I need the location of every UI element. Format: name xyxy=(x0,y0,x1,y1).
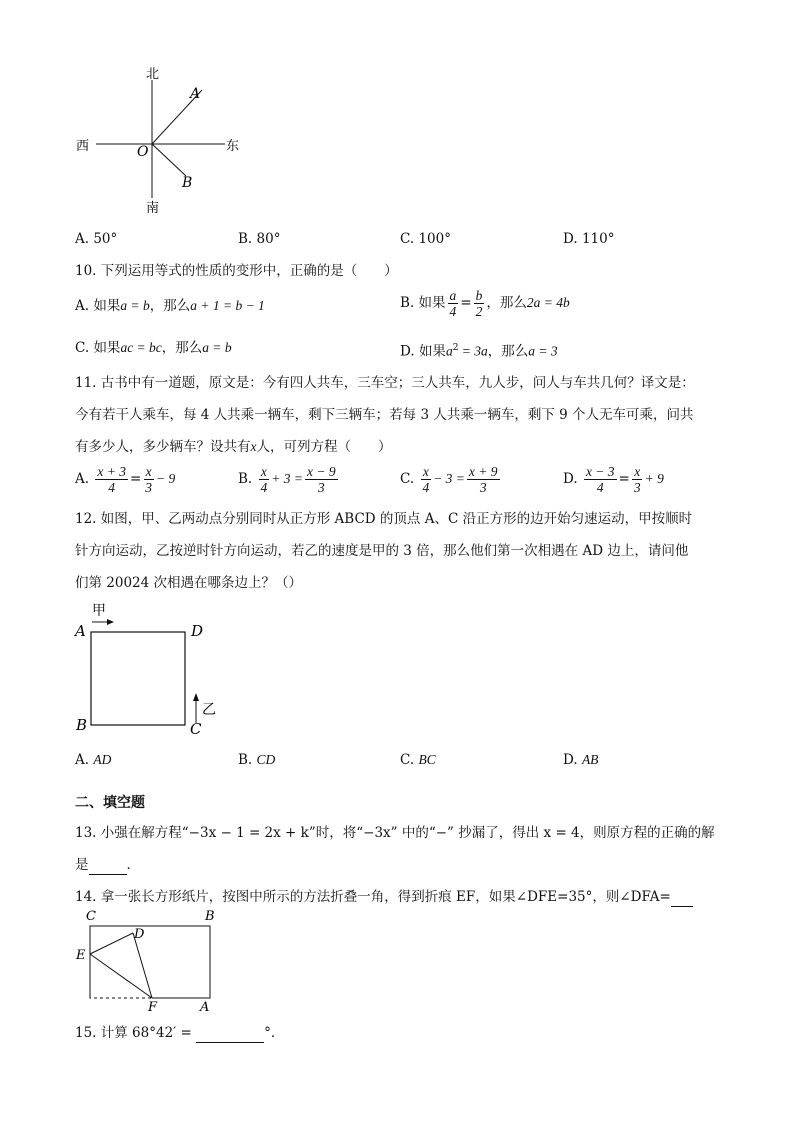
q15-line: 15. 计算 68°42′ = °． xyxy=(75,1025,285,1041)
label-a: A xyxy=(75,622,86,640)
q10-option-b[interactable]: B. 如果 $\frac{a}{4}$ = $\frac{b}{2}$ ，那么2a = 4b xyxy=(400,288,570,319)
label-b: B xyxy=(205,909,215,924)
q12-option-c[interactable]: C. BC xyxy=(400,752,436,768)
square-figure xyxy=(70,598,230,743)
section-heading: 二、填空题 xyxy=(75,795,145,811)
q11-line1: 11. 古书中有一道题，原文是：今有四人共车，三车空；三人共车，九人步，问人与车共几何？译文是： xyxy=(75,375,695,391)
q11-option-c[interactable]: C. $\frac{x}{4}$ − 3 = $\frac{x + 9}{3}$ xyxy=(400,464,498,495)
label-jia: 甲 xyxy=(92,603,106,619)
jia-arrowhead xyxy=(107,619,114,625)
q13-line2: 是 ． xyxy=(75,857,140,873)
q12-option-a[interactable]: A. AD xyxy=(75,752,112,768)
q14-answer-blank[interactable] xyxy=(671,888,693,907)
label-north: 北 xyxy=(146,67,160,82)
q13-answer-blank[interactable] xyxy=(89,856,127,875)
q11-option-a[interactable]: A. $\frac{x + 3}{4}$ = $\frac{x}{3}$ − 9 xyxy=(75,464,176,495)
q12-line1: 12. 如图，甲、乙两动点分别同时从正方形 ABCD 的顶点 A、C 沿正方形的边开始匀速运动，甲按顺时 xyxy=(75,511,693,527)
q12-line2: 针方向运动，乙按逆时针方向运动，若乙的速度是甲的 3 倍，那么他们第一次相遇在 AD 边上，请问他 xyxy=(75,543,689,559)
q9-option-b[interactable]: B. 80° xyxy=(238,231,281,247)
q11-line3: 有多少人，多少辆车？设共有x人，可列方程（ ） xyxy=(75,439,392,455)
q12-line3: 们第 20024 次相遇在哪条边上？（） xyxy=(75,575,303,591)
q11-line2: 今有若干人乘车，每 4 人共乘一辆车，剩下三辆车；若每 3 人共乘一辆车，剩下 9 个人无车可乘，问共 xyxy=(75,407,694,423)
line-df xyxy=(133,933,152,998)
crease-ef xyxy=(90,954,152,998)
label-east: 东 xyxy=(226,139,240,154)
q12-option-b[interactable]: B. CD xyxy=(238,752,276,768)
q9-option-d[interactable]: D. 110° xyxy=(563,231,615,247)
label-c: C xyxy=(86,909,96,924)
q11-option-b[interactable]: B. $\frac{x}{4}$ + 3 = $\frac{x - 9}{3}$ xyxy=(238,464,336,495)
label-e: E xyxy=(76,948,86,963)
label-d: D xyxy=(134,927,145,942)
label-b: B xyxy=(182,175,193,191)
label-o: O xyxy=(137,144,149,160)
q13-line1: 13. 小强在解方程“−3x − 1 = 2x + k”时，将“−3x” 中的“−” 抄漏了，得出 x = 4，则原方程的正确的解 xyxy=(75,825,715,841)
q11-option-d[interactable]: D. $\frac{x - 3}{4}$ = $\frac{x}{3}$ + 9 xyxy=(563,464,664,495)
q10-option-c[interactable]: C. 如果ac = bc，那么a = b xyxy=(75,340,232,356)
label-a: A xyxy=(190,86,201,102)
q14-stem: 14. 拿一张长方形纸片，按图中所示的方法折叠一角，得到折痕 EF，如果∠DFE=35°，则∠DFA= xyxy=(75,888,693,907)
q9-option-a[interactable]: A. 50° xyxy=(75,231,118,247)
label-f: F xyxy=(148,1000,158,1014)
label-b: B xyxy=(76,716,88,734)
fold-figure xyxy=(70,906,230,1014)
square-abcd xyxy=(91,632,185,725)
label-west: 西 xyxy=(76,139,90,154)
ray-ob xyxy=(152,144,186,176)
q15-answer-blank[interactable] xyxy=(196,1024,264,1043)
label-d: D xyxy=(191,622,204,640)
label-a: A xyxy=(200,1000,210,1014)
q12-option-d[interactable]: D. AB xyxy=(563,752,599,768)
label-south: 南 xyxy=(146,201,160,216)
label-c: C xyxy=(190,720,202,738)
line-ed xyxy=(90,933,133,954)
q10-stem: 10. 下列运用等式的性质的变形中，正确的是（ ） xyxy=(75,263,398,279)
q9-option-c[interactable]: C. 100° xyxy=(400,231,451,247)
q10-option-d[interactable]: D. 如果$a^2 = 3a$，那么a = 3 xyxy=(400,343,558,360)
compass-figure xyxy=(60,60,260,220)
q10-option-a[interactable]: A. 如果a = b，那么a + 1 = b − 1 xyxy=(75,298,265,314)
yi-arrowhead xyxy=(193,693,199,701)
rectangle-outline xyxy=(90,926,210,998)
label-yi: 乙 xyxy=(202,702,216,718)
